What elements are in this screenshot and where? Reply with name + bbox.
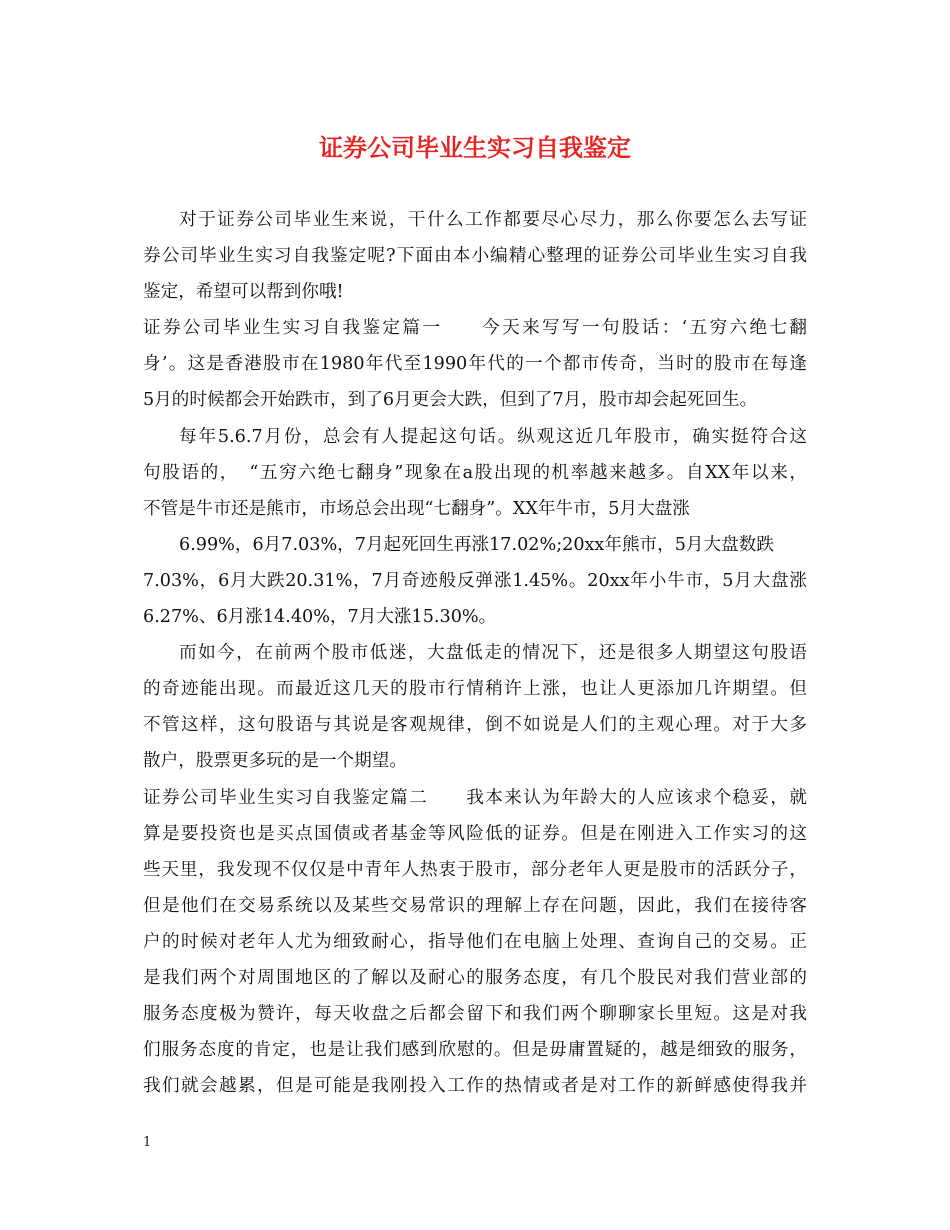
text-line: 5月的时候都会开始跌市，到了6月更会大跌，但到了7月，股市却会起死回生。	[143, 390, 758, 411]
text-line: 句股语的， “五穷六绝七翻身”现象在a股出现的机率越来越多。自XX年以来，	[143, 462, 807, 483]
text-line: 不管这样，这句股语与其说是客观规律，倒不如说是人们的主观心理。对于大多	[143, 715, 807, 736]
document-body	[143, 202, 807, 1104]
text-line: 对于证券公司毕业生来说，干什么工作都要尽心尽力，那么你要怎么去写证	[179, 210, 807, 230]
text-line: 服务态度极为赞许，每天收盘之后都会留下和我们两个聊聊家长里短。这是对我	[143, 1004, 807, 1025]
text-line: 我们就会越累，但是可能是我刚投入工作的热情或者是对工作的新鲜感使得我并	[143, 1076, 807, 1097]
text-line: 们服务态度的肯定，也是让我们感到欣慰的。但是毋庸置疑的，越是细致的服务，	[143, 1040, 807, 1061]
text-line: 券公司毕业生实习自我鉴定呢?下面由本小编精心整理的证券公司毕业生实习自我	[143, 246, 807, 267]
text-line: 算是要投资也是买点国债或者基金等风险低的证券。但是在刚进入工作实习的这	[143, 823, 807, 844]
text-line: 户的时候对老年人尤为细致耐心，指导他们在电脑上处理、查询自己的交易。正	[143, 931, 807, 952]
text-line: 不管是牛市还是熊市，市场总会出现“七翻身”。XX年牛市，5月大盘涨	[143, 498, 690, 519]
text-line: 证券公司毕业生实习自我鉴定篇一 今天来写写一句股话：‘五穷六绝七翻	[143, 318, 807, 339]
text-line: 身’。这是香港股市在1980年代至1990年代的一个都市传奇，当时的股市在每逢	[143, 354, 807, 375]
text-line: 6.99%，6月7.03%，7月起死回生再涨17.02%;20xx年熊市，5月大盘数跌	[179, 534, 774, 555]
document-title: 证券公司毕业生实习自我鉴定	[319, 133, 631, 162]
text-line: 证券公司毕业生实习自我鉴定篇二 我本来认为年龄大的人应该求个稳妥，就	[143, 787, 807, 808]
text-line: 的奇迹能出现。而最近这几天的股市行情稍许上涨，也让人更添加几许期望。但	[143, 679, 807, 700]
text-line: 散户，股票更多玩的是一个期望。	[143, 751, 407, 772]
text-line: 6.27%、6月涨14.40%，7月大涨15.30%。	[143, 607, 497, 628]
text-line: 每年5.6.7月份，总会有人提起这句话。纵观这近几年股市，确实挺符合这	[179, 426, 807, 447]
text-line: 鉴定，希望可以帮到你哦!	[143, 282, 344, 303]
text-line: 而如今，在前两个股市低迷，大盘低走的情况下，还是很多人期望这句股语	[179, 643, 807, 664]
text-line: 但是他们在交易系统以及某些交易常识的理解上存在问题，因此，我们在接待客	[143, 895, 807, 916]
page-number: 1	[143, 1135, 152, 1150]
text-line: 是我们两个对周围地区的了解以及耐心的服务态度，有几个股民对我们营业部的	[143, 967, 807, 988]
text-line: 些天里，我发现不仅仅是中青年人热衷于股市，部分老年人更是股市的活跃分子，	[143, 859, 807, 880]
text-line: 7.03%，6月大跌20.31%，7月奇迹般反弹涨1.45%。20xx年小牛市，5月大盘涨	[143, 570, 807, 591]
